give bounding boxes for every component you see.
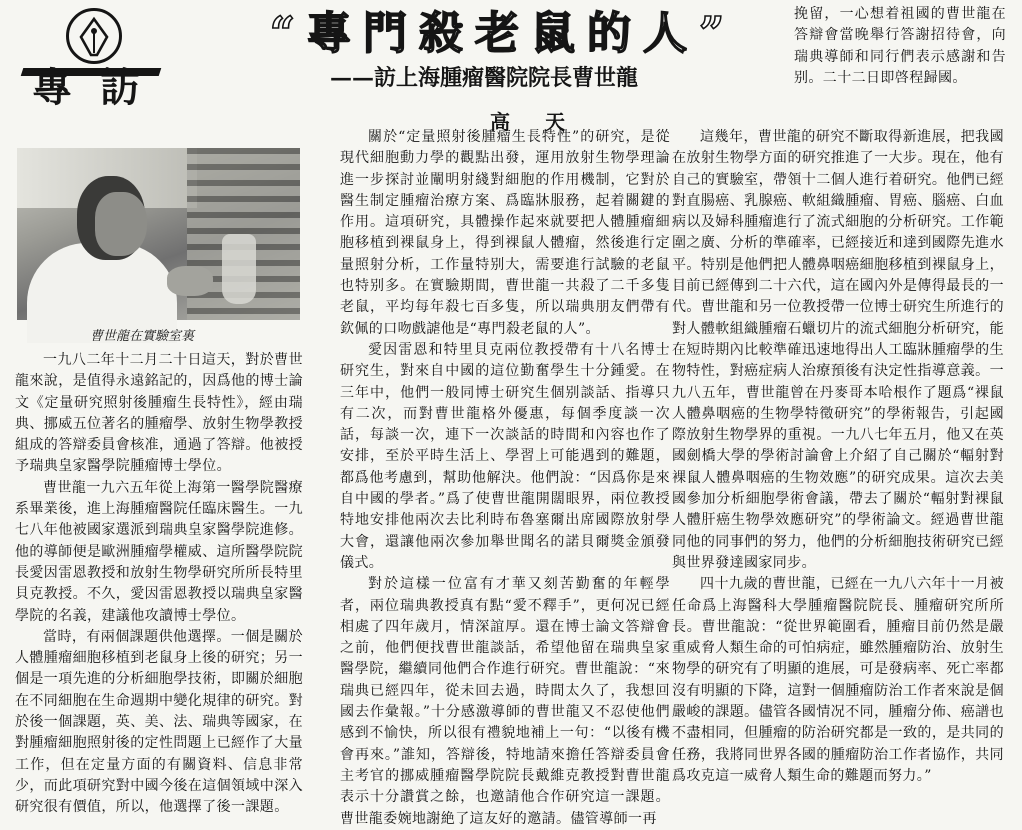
paragraph: 愛因雷恩和特里貝克兩位教授帶有十八名博士研究生，對來自中國的這位勤奮學生十分鍾愛。在三年中，他們一般同博士研究生個别談話、指導只有二次，而對曹世龍格外優惠，每個季度談一次話，每談一次，連下一次談話的時間和內容也作了安排，至於平時生活上、學習上可能遇到的難題，都爲他考慮到，幫助他解決。他們說：“因爲你是來自中國的學者。”爲了使曹世龍開闊眼界，兩位教授特地安排他兩次去比利時布魯塞爾出席國際放射學大會，還讓他兩次參加舉世聞名的諾貝爾獎金頒發儀式。	[340, 341, 670, 571]
article-headline: “專門殺老鼠的人”	[269, 8, 737, 59]
paragraph: 曹世龍一九六五年從上海第一醫學院醫療系畢業後，進上海腫瘤醫院任臨床醫生。一九七八年他被國家選派到瑞典皇家醫學院進修。他的導師便是歐洲腫瘤學權威、這所醫學院院長愛因雷恩教授和放射生物學研究所所長特里貝克教授。不久，愛因雷恩教授以瑞典皇家醫學院的名義，建議他攻讀博士學位。	[15, 479, 303, 624]
author-byline: 高 天	[490, 110, 579, 134]
paragraph: 挽留，一心想着祖國的曹世龍在答辯會當晚舉行答謝招待會，向瑞典導師和同行們表示感謝和告别。二十二日即啓程歸國。	[794, 6, 1006, 86]
paragraph: 這幾年，曹世龍的研究不斷取得新進展，把我國在放射生物學方面的研究推進了一大步。現在，他有自己的實驗室，帶領十二個人進行着研究。他們已經對直腸癌、乳腺癌、軟組織腫瘤、胃癌、腦癌、白血病以及婦科腫瘤進行了流式細胞的分析研究。工作範圍之廣、分析的準確率，已經接近和達到國際先進水平。特别是他們把人體鼻咽癌細胞移植到裸鼠身上，目前已經傳到二十六代，這在國內外是傳得最長的一代。曹世龍和另一位教授帶一位博士研究生所進行的對人體軟組織腫瘤石蠟切片的流式細胞分析研究，能在短時期內比較準確迅速地得出人工臨牀腫瘤學的生物特性，對癌症病人治療預後有決定性指導意義。一九八五年，曹世龍曾在丹麥哥本哈根作了題爲“裸鼠人體鼻咽癌的生物學特徵研究”的學術報告，引起國際放射生物學界的重視。一九八七年五月，他又在英國劍橋大學的學術討論會上介紹了自己關於“輻射對裸鼠人體鼻咽癌的生物效應”的研究成果。這次去美國參加分析細胞學術會議，帶去了關於“輻射對裸鼠人體肝癌生物學效應研究”的學術論文。經過曹世龍同他的同事們的努力，他們的分析細胞技術研究已經與世界發達國家同步。	[672, 129, 1004, 571]
article-column-1	[15, 350, 303, 816]
article-column-3-top	[794, 4, 1006, 92]
paragraph: 關於“定量照射後腫瘤生長特性”的研究，是從現代細胞動力學的觀點出發，運用放射生物學理論進一步探討並闡明射綫對細胞的作用機制，它對於醫生制定腫瘤治療方案、爲臨牀服務，起着關鍵的作用。這項研究，具體操作起來就要把人體腫瘤細胞移植到裸鼠身上，得到裸鼠人體瘤，然後進行定量照射分析，工作量特别大，需要進行試驗的老鼠也特别多。在實驗期間，曹世龍一共殺了二千多隻老鼠，平均每年殺七百多隻，所以瑞典朋友們帶有欽佩的口吻戲謔他是“專門殺老鼠的人”。	[340, 129, 670, 337]
article-subheadline: ——訪上海腫瘤醫院院長曹世龍	[330, 65, 639, 91]
fountain-pen-nib-icon	[66, 8, 122, 64]
photo-caption: 曹世龍在實驗室裏	[90, 329, 195, 344]
paragraph: 對於這樣一位富有才華又刻苦勤奮的年輕學者，兩位瑞典教授真有點“愛不釋手”，更何况已經相處了四年歲月，情深誼厚。還在博士論文答辯會之前，他們便找曹世龍談話，希望他留在瑞典皇家醫學院，繼續同他們合作進行研究。曹世龍說：“來瑞典已經四年，從未回去過，時間太久了，我想回國去作彙報。”十分感激導師的曹世龍又不忍使他們感到不愉快，所以很有禮貌地補上一句：“以後有機會再來。”誰知，答辯後，特地請來擔任答辯委員會主考官的挪威腫瘤醫學院院長戴維克教授對曹世龍表示十分讚賞之餘，也邀請他合作研究這一課題。曹世龍委婉地謝絶了這友好的邀請。儘管導師一再	[340, 576, 670, 827]
photo-person-face	[95, 192, 147, 256]
column-badge	[22, 6, 172, 124]
article-column-2	[340, 127, 670, 827]
paragraph: 四十九歲的曹世龍，已經在一九八六年十一月被任命爲上海醫科大學腫瘤醫院院長、腫瘤研究所所長。曹世龍說：“從世界範圍看，腫瘤目前仍然是嚴重威脅人類生命的可怕病症，雖然腫瘤防治、放射生物學的研究有了明顯的進展，可是發病率、死亡率都沒有明顯的下降，這對一個腫瘤防治工作者來說是個嚴峻的課題。儘管各國情况不同，腫瘤分佈、癌譜也不盡相同，但腫瘤的防治研究都是一致的，是共同的任務，我將同世界各國的腫瘤防治工作者協作，共同爲攻克這一威脅人類生命的難題而努力。”	[672, 576, 1004, 784]
paragraph: 當時，有兩個課題供他選擇。一個是關於人體腫瘤細胞移植到老鼠身上後的研究；另一個是一項先進的分析細胞學技術，即關於細胞在不同細胞在生命週期中變化規律的研究。對於後一個課題，英、美、法、瑞典等國家，在對腫瘤細胞照射後的定性問題上已經作了大量工作，但在定量方面的有關資料、信息非常少，而此項研究對中國今後在這個領域中深入研究很有價值，所以，他選擇了後一課題。	[15, 628, 303, 816]
paragraph: 一九八二年十二月二十日這天，對於曹世龍來說，是值得永遠銘記的，因爲他的博士論文《定量研究照射後腫瘤生長特性》，經由瑞典、挪威五位著名的腫瘤學、放射生物學教授組成的答辯委員會核准，通過了答辯。他被授予瑞典皇家醫學院腫瘤博士學位。	[15, 352, 303, 475]
badge-char-2: 訪	[100, 64, 140, 111]
article-column-3	[672, 127, 1004, 784]
photo-person-hand	[167, 266, 213, 296]
article-photo	[17, 148, 300, 320]
photo-lab-flask	[222, 234, 256, 304]
badge-char-1: 專	[32, 64, 72, 111]
